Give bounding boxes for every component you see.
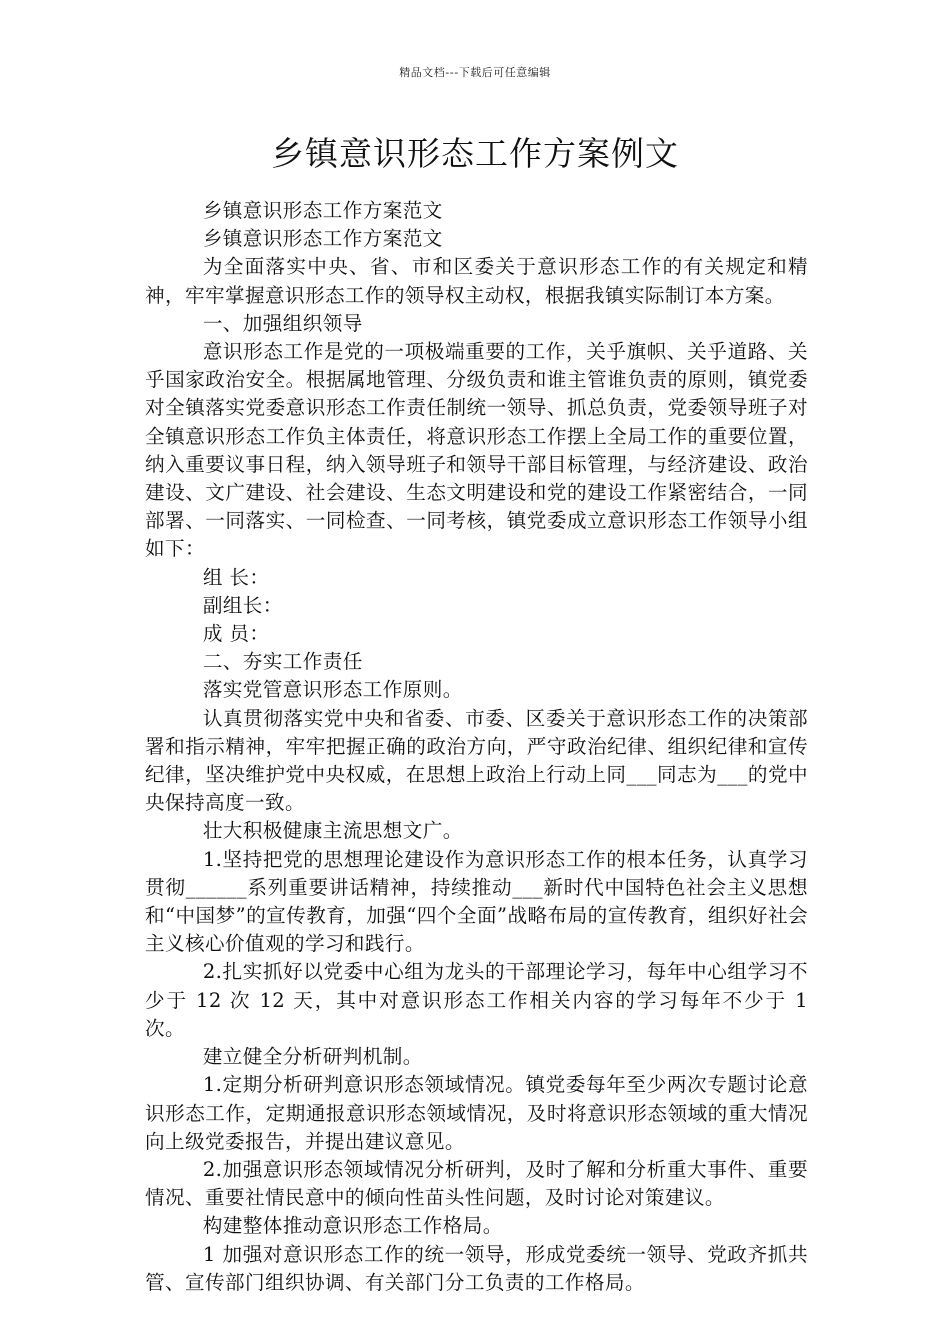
paragraph: 壮大积极健康主流思想文广。 xyxy=(202,819,463,843)
section-heading: 二、夯实工作责任 xyxy=(202,650,363,674)
paragraph: 成 员： xyxy=(202,622,270,646)
paragraph: 落实党管意识形态工作原则。 xyxy=(202,678,463,702)
paragraph: 1.定期分析研判意识形态领域情况。镇党委每年至少两次专题讨论意识形态工作，定期通报意识形态领域情况，及时将意识形态领域的重大情况向上级党委报告，并提出建议意见。 xyxy=(145,1073,808,1153)
paragraph: 建立健全分析研判机制。 xyxy=(202,1045,423,1069)
paragraph: 构建整体推动意识形态工作格局。 xyxy=(202,1214,503,1238)
paragraph: 1.坚持把党的思想理论建设作为意识形态工作的根本任务，认真学习贯彻______系列重要讲话精神，持续推动___新时代中国特色社会主义思想和“中国梦”的宣传教育，加强“四个全面”战略布局的宣传教育，组织好社会主义核心价值观的学习和践行。 xyxy=(145,847,808,956)
paragraph: 组 长： xyxy=(202,565,270,589)
document-title: 乡镇意识形态工作方案例文 xyxy=(271,134,679,173)
section-heading: 一、加强组织领导 xyxy=(202,311,363,335)
paragraph: 1 加强对意识形态工作的统一领导，形成党委统一领导、党政齐抓共管、宣传部门组织协调、有关部门分工负责的工作格局。 xyxy=(145,1242,808,1294)
paragraph: 认真贯彻落实党中央和省委、市委、区委关于意识形态工作的决策部署和指示精神，牢牢把握正确的政治方向，严守政治纪律、组织纪律和宣传纪律，坚决维护党中央权威，在思想上政治上行动上同___同志为___的党中央保持高度一致。 xyxy=(145,706,808,815)
header-note: 精品文档---下载后可任意编辑 xyxy=(399,66,551,79)
paragraph: 2.扎实抓好以党委中心组为龙头的干部理论学习，每年中心组学习不少于 12 次 12 天，其中对意识形态工作相关内容的学习每年不少于 1 次。 xyxy=(145,960,808,1040)
paragraph: 副组长： xyxy=(202,593,283,617)
document-body xyxy=(145,197,808,1297)
paragraph: 2.加强意识形态领域情况分析研判，及时了解和分析重大事件、重要情况、重要社情民意中的倾向性苗头性问题，及时讨论对策建议。 xyxy=(145,1157,808,1210)
paragraph: 乡镇意识形态工作方案范文 xyxy=(202,227,443,251)
paragraph: 意识形态工作是党的一项极端重要的工作，关乎旗帜、关乎道路、关乎国家政治安全。根据属地管理、分级负责和谁主管谁负责的原则，镇党委对全镇落实党委意识形态工作责任制统一领导、抓总负责，党委领导班子对全镇意识形态工作负主体责任，将意识形态工作摆上全局工作的重要位置，纳入重要议事日程，纳入领导班子和领导干部目标管理，与经济建设、政治建设、文广建设、社会建设、生态文明建设和党的建设工作紧密结合，一同部署、一同落实、一同检查、一同考核，镇党委成立意识形态工作领导小组如下： xyxy=(145,340,808,561)
paragraph: 为全面落实中央、省、市和区委关于意识形态工作的有关规定和精神，牢牢掌握意识形态工作的领导权主动权，根据我镇实际制订本方案。 xyxy=(145,255,808,307)
paragraph: 乡镇意识形态工作方案范文 xyxy=(202,199,443,222)
